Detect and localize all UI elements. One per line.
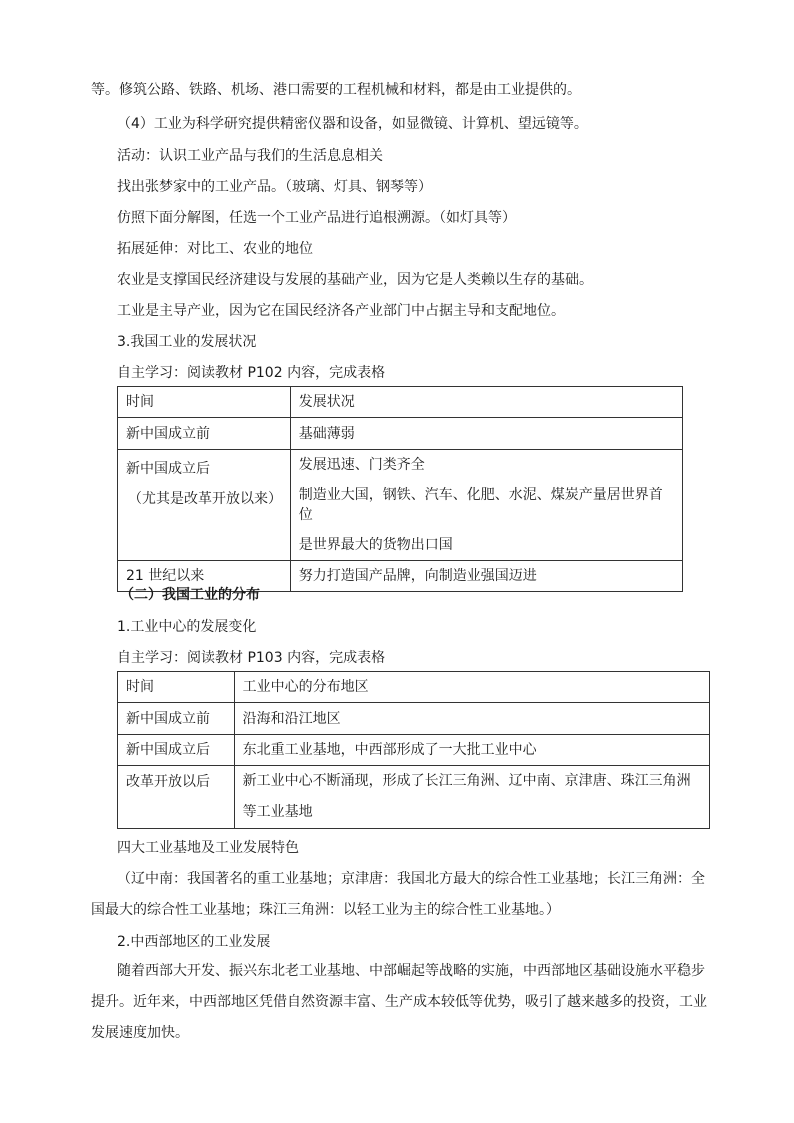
text-paragraph: 随着西部大开发、振兴东北老工业基地、中部崛起等战略的实施，中西部地区基础设施水平稳步提升。近年来，中西部地区凭借自然资源丰富、生产成本较低等优势，吸引了越来越多的投资，工业发展速度加快。 bbox=[91, 963, 707, 1041]
table-cell-area: 新工业中心不断涌现，形成了长江三角洲、辽中南、京津唐、珠江三角洲等工业基地 bbox=[234, 766, 709, 829]
table-cell-time: 新中国成立后 bbox=[118, 735, 235, 766]
table-cell-area: 沿海和沿江地区 bbox=[234, 703, 709, 735]
section-heading: 3.我国工业的发展状况 bbox=[117, 334, 257, 350]
section-heading: 2.中西部地区的工业发展 bbox=[117, 934, 271, 950]
text-line: 拓展延伸：对比工、农业的地位 bbox=[117, 241, 313, 257]
text-line: 自主学习：阅读教材 P102 内容，完成表格 bbox=[117, 365, 386, 381]
table-header-cell: 时间 bbox=[118, 672, 235, 703]
text-paragraph: （辽中南：我国著名的重工业基地；京津唐：我国北方最大的综合性工业基地；长江三角洲：全国最大的综合性工业基地；珠江三角洲：以轻工业为主的综合性工业基地。） bbox=[91, 871, 705, 918]
status-line: 是世界最大的货物出口国 bbox=[298, 537, 453, 553]
section-heading: 1.工业中心的发展变化 bbox=[117, 619, 257, 635]
table-cell-time: 新中国成立前 bbox=[118, 703, 235, 735]
table-row bbox=[118, 735, 710, 766]
table-header-row bbox=[118, 672, 710, 703]
status-line: 发展迅速、门类齐全 bbox=[298, 457, 425, 473]
table-cell-status: 努力打造国产品牌，向制造业强国迈进 bbox=[290, 561, 682, 592]
table-row bbox=[118, 418, 683, 450]
status-line: 制造业大国，钢铁、汽车、化肥、水泥、煤炭产量居世界首位 bbox=[298, 487, 663, 523]
text-line: 找出张梦家中的工业产品。（玻璃、灯具、钢琴等） bbox=[117, 179, 432, 195]
text-line: 等。修筑公路、铁路、机场、港口需要的工程机械和材料，都是由工业提供的。 bbox=[91, 82, 581, 98]
table-header-cell: 工业中心的分布地区 bbox=[234, 672, 709, 703]
time-sub-label: （尤其是改革开放以来） bbox=[128, 491, 282, 507]
table-row bbox=[118, 703, 710, 735]
industry-development-table bbox=[117, 386, 683, 592]
table-row bbox=[118, 450, 683, 561]
text-line: 工业是主导产业，因为它在国民经济各产业部门中占据主导和支配地位。 bbox=[117, 303, 565, 319]
table-cell-time bbox=[118, 450, 291, 561]
table-cell-time: 21 世纪以来 bbox=[118, 561, 291, 592]
table-header-row bbox=[118, 387, 683, 418]
section-heading: 四大工业基地及工业发展特色 bbox=[117, 840, 299, 856]
industry-center-table bbox=[117, 671, 710, 829]
table-header-cell: 发展状况 bbox=[290, 387, 682, 418]
table-cell-time: 新中国成立前 bbox=[118, 418, 291, 450]
text-line: 农业是支撑国民经济建设与发展的基础产业，因为它是人类赖以生存的基础。 bbox=[117, 272, 593, 288]
table-cell-time: 改革开放以后 bbox=[118, 766, 235, 829]
time-label: 新中国成立后 bbox=[126, 461, 210, 477]
table-row bbox=[118, 766, 710, 829]
section-heading: （二）我国工业的分布 bbox=[120, 587, 260, 603]
table-cell-status bbox=[290, 450, 682, 561]
text-line: 活动：认识工业产品与我们的生活息息相关 bbox=[117, 148, 383, 164]
text-line: （4）工业为科学研究提供精密仪器和设备，如显微镜、计算机、望远镜等。 bbox=[117, 116, 588, 132]
table-cell-status: 基础薄弱 bbox=[290, 418, 682, 450]
text-line: 仿照下面分解图，任选一个工业产品进行追根溯源。（如灯具等） bbox=[117, 210, 516, 226]
text-line: 自主学习：阅读教材 P103 内容，完成表格 bbox=[117, 650, 386, 666]
table-cell-area: 东北重工业基地，中西部形成了一大批工业中心 bbox=[234, 735, 709, 766]
table-header-cell: 时间 bbox=[118, 387, 291, 418]
